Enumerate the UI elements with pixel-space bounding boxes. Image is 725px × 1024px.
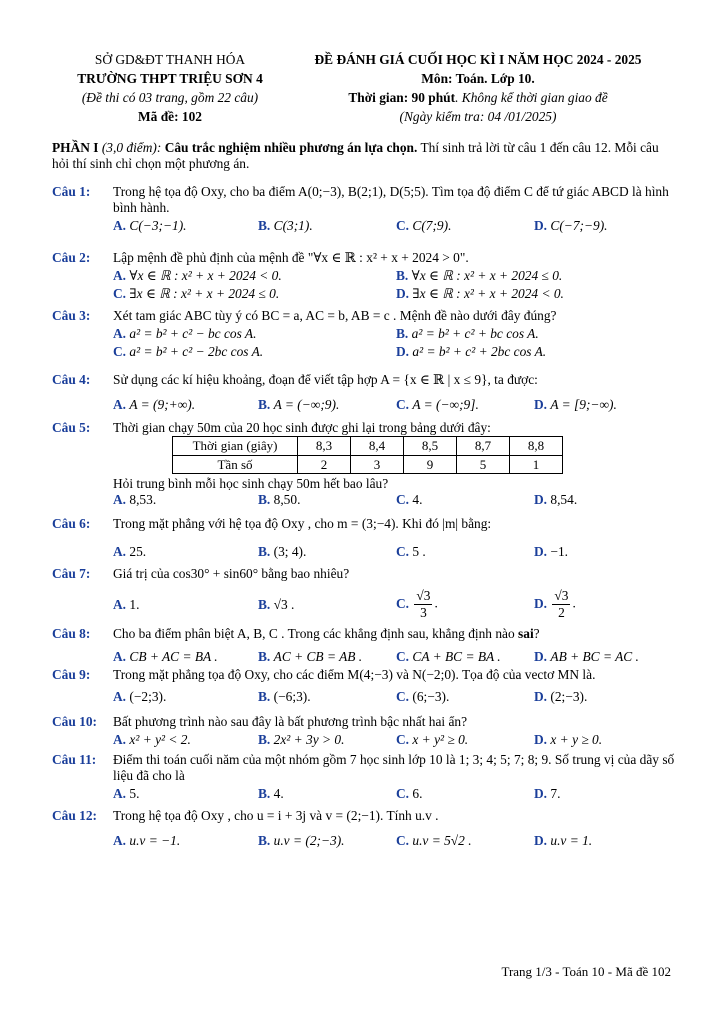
part-desc: Thí sinh trả lời từ câu 1 đến câu 12. Mỗi câu hỏi thí sinh chỉ chọn một phương án. [52,140,659,172]
option-a[interactable]: A. CB + AC = BA . [113,649,218,665]
part-desc-bold: Câu trắc nghiệm nhiều phương án lựa chọn. [161,140,418,155]
data-table [172,436,563,474]
answer-options [113,833,677,849]
question-label: Câu 10: [52,714,98,729]
question-label: Câu 1: [52,184,91,199]
table-cell: 8,4 [351,437,404,456]
answer-options [113,492,677,508]
table-cell: 1 [510,455,563,474]
option-a[interactable]: A. A = (9;+∞). [113,397,196,413]
option-c[interactable]: C. 4. [396,492,423,508]
pages-note: (Đề thi có 03 trang, gồm 22 câu) [81,90,259,106]
question-text: Trong mặt phẳng với hệ tọa độ Oxy , cho m = (3;−4). Khi đó |m| bằng: [113,516,492,531]
question-label: Câu 4: [52,372,91,387]
table-row [173,455,563,474]
option-b[interactable]: B. u.v = (2;−3). [258,833,345,849]
question-6 [52,516,677,560]
option-d[interactable]: D. 7. [534,786,561,802]
question-text: Trong hệ tọa độ Oxy , cho u = i + 3j và v = (2;−1). Tính u.v . [113,808,439,823]
table-cell: 2 [298,455,351,474]
header-right [288,52,668,128]
option-d[interactable]: D. C(−7;−9). [534,218,608,234]
question-3 [52,308,677,360]
table-cell: 9 [404,455,457,474]
question-label: Câu 5: [52,420,91,435]
dept-name: SỞ GD&ĐT THANH HÓA [94,52,246,67]
option-b[interactable]: B. (−6;3). [258,689,311,705]
question-12 [52,808,677,849]
option-a[interactable]: A. 8,53. [113,492,157,508]
question-8 [52,626,677,665]
table-cell: 8,5 [404,437,457,456]
option-c[interactable]: C. (6;−3). [396,689,450,705]
question-label: Câu 2: [52,250,91,265]
answer-options [113,397,677,413]
question-1 [52,184,677,234]
exam-date: (Ngày kiểm tra: 04 /01/2025) [399,109,557,125]
school-name: TRƯỜNG THPT TRIỆU SƠN 4 [77,71,263,87]
option-c[interactable]: C. $\frac{√3}{3}$ . [396,588,438,621]
table-row [173,437,563,456]
time-label: Thời gian: 90 phút [348,90,456,106]
question-label: Câu 12: [52,808,98,823]
subject: Môn: Toán. Lớp 10. [421,71,535,87]
option-a[interactable]: A. C(−3;−1). [113,218,187,234]
option-a[interactable]: A. 25. [113,544,147,560]
exam-title: ĐỀ ĐÁNH GIÁ CUỐI HỌC KÌ I NĂM HỌC 2024 - 2025 [314,52,642,67]
option-c[interactable]: C. x + y² ≥ 0. [396,732,469,748]
option-a[interactable]: A. ∀x ∈ ℝ : x² + x + 2024 < 0. [113,268,282,284]
time-note: . Không kể thời gian giao đề [455,90,608,106]
question-label: Câu 7: [52,566,91,581]
option-d[interactable]: D. AB + BC = AC . [534,649,639,665]
option-b[interactable]: B. √3 . [258,596,295,612]
option-a[interactable]: A. 1. [113,596,140,612]
part-1-intro [52,140,672,172]
question-5 [52,420,677,508]
question-text: Sử dụng các kí hiệu khoảng, đoạn để viết tập hợp A = {x ∈ ℝ | x ≤ 9}, ta được: [113,372,538,387]
question-text: Lập mệnh đề phủ định của mệnh đề "∀x ∈ ℝ : x² + x + 2024 > 0". [113,250,469,265]
table-cell: 3 [351,455,404,474]
question-label: Câu 6: [52,516,91,531]
question-label: Câu 8: [52,626,91,641]
answer-options [113,689,677,705]
answer-options [113,588,677,621]
option-d[interactable]: D. x + y ≥ 0. [534,732,603,748]
table-cell: 8,8 [510,437,563,456]
option-d[interactable]: D. −1. [534,544,568,560]
question-4 [52,372,677,413]
option-b[interactable]: B. ∀x ∈ ℝ : x² + x + 2024 ≤ 0. [396,268,563,284]
option-d[interactable]: D. A = [9;−∞). [534,397,617,413]
option-a[interactable]: A. (−2;3). [113,689,167,705]
fraction: $\frac{√3}{3}$ [416,588,431,621]
question-label: Câu 3: [52,308,91,323]
option-d[interactable]: D. 8,54. [534,492,578,508]
question-text: Xét tam giác ABC tùy ý có BC = a, AC = b, AB = c . Mệnh đề nào dưới đây đúng? [113,308,557,323]
table-cell: 8,7 [457,437,510,456]
option-b[interactable]: B. 4. [258,786,284,802]
question-label: Câu 11: [52,752,97,767]
option-d[interactable]: D. a² = b² + c² + 2bc cos A. [396,344,547,360]
part-title: PHẦN I [52,140,99,155]
question-7 [52,566,677,621]
time-line [288,90,668,106]
option-c[interactable]: C. a² = b² + c² − 2bc cos A. [113,344,264,360]
answer-options [113,732,677,748]
option-a[interactable]: A. u.v = −1. [113,833,181,849]
option-b[interactable]: B. C(3;1). [258,218,313,234]
option-d[interactable]: D. (2;−3). [534,689,588,705]
question-text: Trong mặt phẳng tọa độ Oxy, cho các điểm M(4;−3) và N(−2;0). Tọa độ của vectơ MN là. [113,667,596,682]
table-cell: 8,3 [298,437,351,456]
answer-options [113,786,677,802]
option-a[interactable]: A. 5. [113,786,140,802]
question-10 [52,714,677,748]
exam-code: Mã đề: 102 [138,109,202,125]
answer-options [113,218,677,234]
option-d[interactable]: D. $\frac{√3}{2}$ . [534,588,576,621]
question-text-2: Hỏi trung bình mỗi học sinh chạy 50m hết bao lâu? [113,476,389,492]
option-c[interactable]: C. 6. [396,786,423,802]
question-text: Giá trị của cos30° + sin60° bằng bao nhiêu? [113,566,350,581]
header-left [60,52,280,128]
page-footer: Trang 1/3 - Toán 10 - Mã đề 102 [501,964,671,979]
question-text: Trong hệ tọa độ Oxy, cho ba điểm A(0;−3), B(2;1), D(5;5). Tìm tọa độ điểm C để tứ giác ABCD là hình bình hành. [113,184,669,216]
option-b[interactable]: B. 2x² + 3y > 0. [258,732,345,748]
answer-options [113,649,677,665]
option-c[interactable]: C. A = (−∞;9]. [396,397,479,413]
question-text: Điểm thi toán cuối năm của một nhóm gồm 7 học sinh lớp 10 là 1; 3; 4; 5; 7; 8; 9. Số trung vị của dãy số liệu đã cho là [113,752,675,784]
option-c[interactable]: C. u.v = 5√2 . [396,833,472,849]
option-b[interactable]: B. AC + CB = AB . [258,649,363,665]
option-b[interactable]: B. A = (−∞;9). [258,397,340,413]
question-9 [52,667,677,705]
answer-options [113,326,677,360]
question-label: Câu 9: [52,667,91,682]
question-text: Thời gian chạy 50m của 20 học sinh được ghi lại trong bảng dưới đây: [113,420,491,435]
option-c[interactable]: C. 5 . [396,544,426,560]
answer-options [113,544,677,560]
option-d[interactable]: D. ∃x ∈ ℝ : x² + x + 2024 < 0. [396,286,564,302]
option-b[interactable]: B. a² = b² + c² + bc cos A. [396,326,539,342]
question-text: Bất phương trình nào sau đây là bất phương trình bậc nhất hai ẩn? [113,714,468,729]
option-c[interactable]: C. CA + BC = BA . [396,649,501,665]
option-b[interactable]: B. (3; 4). [258,544,307,560]
fraction: $\frac{√3}{2}$ [554,588,569,621]
part-points: (3,0 điểm): [98,140,162,155]
question-2 [52,250,677,302]
answer-options [113,268,677,302]
question-text: Cho ba điểm phân biệt A, B, C . Trong các khẳng định sau, khẳng định nào sai? [113,626,540,641]
option-b[interactable]: B. 8,50. [258,492,301,508]
option-a[interactable]: A. x² + y² < 2. [113,732,191,748]
question-11 [52,752,677,802]
option-a[interactable]: A. a² = b² + c² − bc cos A. [113,326,257,342]
table-cell: Tần số [173,455,298,474]
option-d[interactable]: D. u.v = 1. [534,833,593,849]
option-c[interactable]: C. ∃x ∈ ℝ : x² + x + 2024 ≤ 0. [113,286,280,302]
table-cell: Thời gian (giây) [173,437,298,456]
option-c[interactable]: C. C(7;9). [396,218,452,234]
table-cell: 5 [457,455,510,474]
